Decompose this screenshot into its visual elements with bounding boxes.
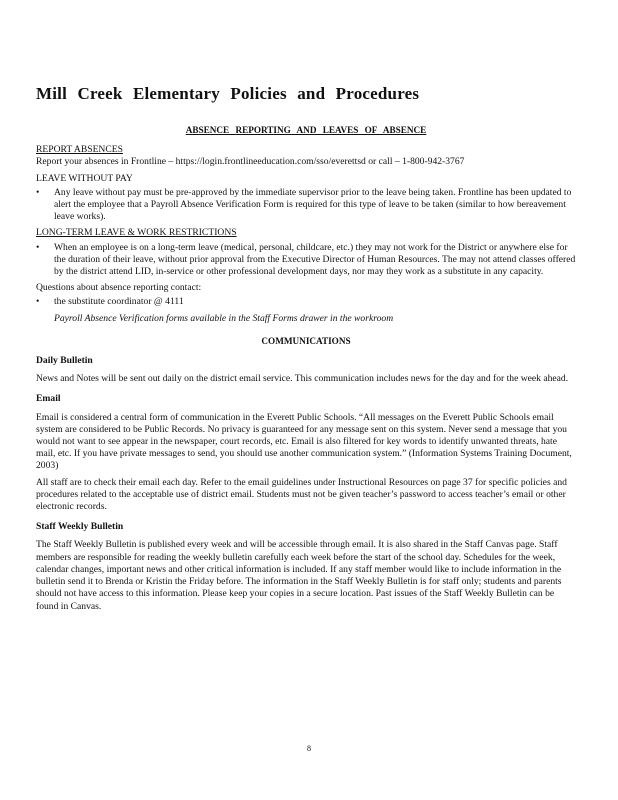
bullet-icon: •	[36, 241, 40, 253]
page-number: 8	[307, 744, 311, 753]
report-absences-heading: REPORT ABSENCES	[36, 144, 123, 156]
list-item	[36, 242, 576, 279]
document-body	[36, 124, 576, 617]
document-title: Mill Creek Elementary Policies and Procedures	[36, 84, 420, 103]
email-heading: Email	[36, 393, 61, 405]
list-item	[36, 296, 576, 308]
bullet-icon: •	[36, 186, 40, 198]
long-term-leave-list	[36, 242, 576, 279]
long-term-leave-heading: LONG-TERM LEAVE & WORK RESTRICTIONS	[36, 227, 237, 239]
section-gap	[36, 325, 576, 335]
absence-section-title: ABSENCE REPORTING AND LEAVES OF ABSENCE	[185, 125, 427, 135]
questions-label: Questions about absence reporting contact:	[36, 282, 202, 294]
leave-without-pay-heading: LEAVE WITHOUT PAY	[36, 172, 133, 184]
contact-text: the substitute coordinator @ 4111	[54, 296, 184, 308]
daily-bulletin-text: News and Notes will be sent out daily on the district email service. This communication includes news for the day and for the week ahead.	[36, 373, 569, 385]
email-text-2: All staff are to check their email each day. Refer to the email guidelines under Instructional Resources on page 37 for specific policies and procedures related to the acceptable use of district email. Students must not be given teacher’s password to access teacher’s email or other electronic records.	[36, 476, 567, 513]
long-term-leave-text: When an employee is on a long-term leave (medical, personal, childcare, etc.) they may not work for the District or anywhere else for the duration of their leave, without prior approval from the Executive Director of Human Resources. The may not attend classes offered by the district attend LID, in-service or other professional development days, nor may they work as a substitute in any capacity.	[54, 241, 576, 278]
communications-section-title: COMMUNICATIONS	[261, 335, 351, 346]
email-text-1: Email is considered a central form of communication in the Everett Public Schools. “All messages on the Everett Public Schools email system are considered to be Public Records. No privacy is guaranteed for any message sent on this system. Never send a message that you would not want to see appear in the newspaper, court records, etc. Email is also filtered for key words to identify unwanted threats, hate mail, etc. If you have private messages to send, you should use another communication system.” (Information Systems Training Document, 2003)	[36, 411, 572, 472]
staff-weekly-bulletin-heading: Staff Weekly Bulletin	[36, 521, 124, 533]
staff-weekly-bulletin-text: The Staff Weekly Bulletin is published every week and will be accessible through email. It is also shared in the Staff Canvas page. Staff members are responsible for reading the weekly bulletin carefully each week before the start of the school day. Schedules for the week, calendar changes, important news and other critical information is included. If any staff member would like to include information in the bulletin send it to Brenda or Kristin the Friday before. The information in the Staff Weekly Bulletin is for staff only; students and parents should not have access to this information. Please keep your copies in a secure location. Past issues of the Staff Weekly Bulletin can be found in Canvas.	[36, 539, 562, 612]
bullet-icon: •	[36, 296, 40, 308]
leave-without-pay-text: Any leave without pay must be pre-approved by the immediate supervisor prior to the leave being taken. Frontline has been updated to alert the employee that a Payroll Absence Verification Form is required for this type of leave to be taken (similar to how bereavement leave works).	[54, 186, 572, 223]
report-absences-text: Report your absences in Frontline – https://login.frontlineeducation.com/sso/everettsd or call – 1-800-942-3767	[36, 156, 465, 168]
list-item	[36, 187, 576, 224]
forms-note: Payroll Absence Verification forms available in the Staff Forms drawer in the workroom	[54, 312, 394, 324]
leave-without-pay-list	[36, 187, 576, 224]
daily-bulletin-heading: Daily Bulletin	[36, 355, 93, 367]
contact-list	[36, 296, 576, 308]
